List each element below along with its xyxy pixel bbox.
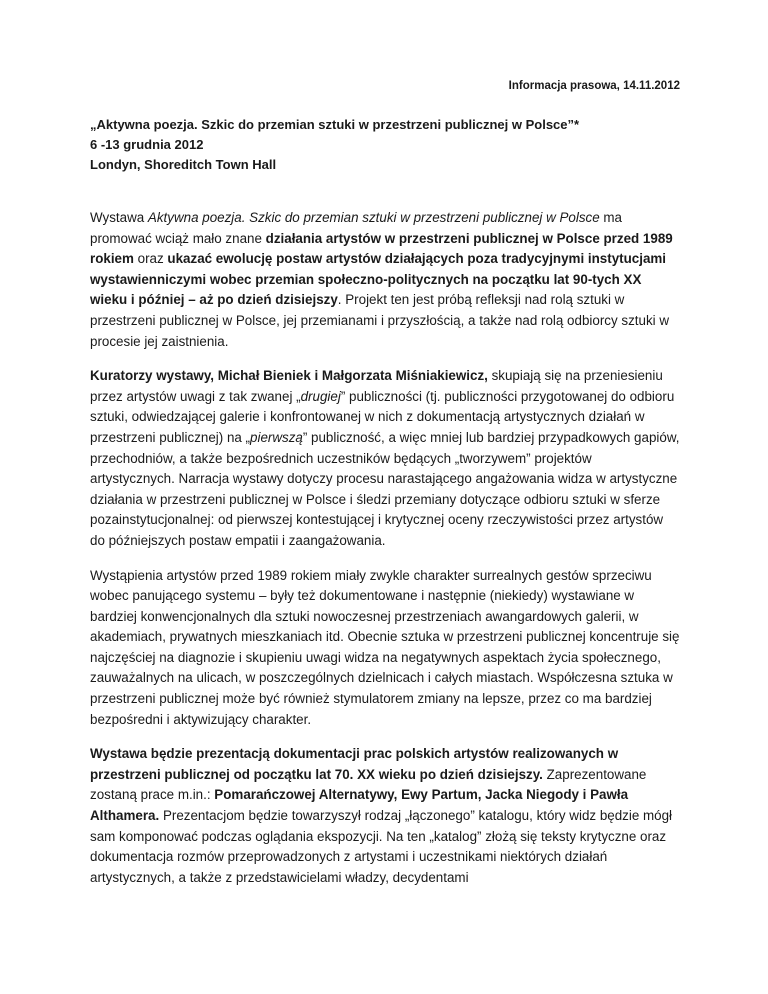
bold-run: Pomarańczowej Alternatywy, Ewy Partum, Jacka Niegody i Pawła Althamera.	[90, 787, 629, 824]
text-run: Wystawa	[90, 210, 148, 225]
bold-run: Kuratorzy wystawy, Michał Bieniek i Małgorzata Miśniakiewicz,	[90, 368, 488, 384]
exhibition-title: „Aktywna poezja. Szkic do przemian sztuki w przestrzeni publicznej w Polsce”*	[90, 117, 580, 132]
press-release-date: Informacja prasowa, 14.11.2012	[508, 80, 680, 92]
bold-run: działania artystów w przestrzeni publicznej w Polsce przed 1989 rokiem	[90, 230, 673, 267]
text-run: skupiają się na przeniesieniu przez artystów uwagi z tak zwanej „	[90, 368, 663, 404]
italic-run: Aktywna poezja. Szkic do przemian sztuki w przestrzeni publicznej w Polsce	[147, 210, 600, 225]
document-body	[90, 208, 680, 888]
text-run: oraz	[133, 251, 168, 267]
exhibition-venue: Londyn, Shoreditch Town Hall	[90, 157, 277, 172]
paragraph-curators	[90, 366, 680, 551]
bold-run: Wystawa będzie prezentacją dokumentacji prac polskich artystów realizowanych w przestrzeni publicznej od początku lat 70. XX wieku po dzień dzisiejszy.	[90, 746, 619, 782]
paragraph-exhibition	[90, 744, 680, 888]
text-run: ” publiczność, a więc mniej lub bardziej przypadkowych gapiów, przechodniów, a także bezpośrednich uczestników będących „tworzywem” projektów artystycznych. Narracja wystawy dotyczy procesu narastającego angażowania widza w artystyczne działania w przestrzeni publicznej w Polsce i śledzi przemiany dotyczące odbioru sztuki w sferze pozainstytucjonalnej: od pierwszej kontestującej i krytycznej oceny rzeczywistości przez artystów do późniejszych postaw empatii i zaangażowania.	[90, 429, 680, 548]
italic-run: pierwszą	[250, 429, 303, 445]
document-header	[90, 115, 680, 175]
text-run: Prezentacjom będzie towarzyszył rodzaj „łączonego” katalogu, który widz będzie mógł sam komponować podczas oglądania ekspozycji. Na ten „katalog” złożą się teksty krytyczne oraz dokumentacja rozmów przeprowadzonych z artystami i uczestnikami niektórych działań artystycznych, a także z przedstawicielami władzy, decydentami	[90, 808, 673, 885]
bold-run: ukazać ewolucję postaw artystów działających poza tradycyjnymi instytucjami wystawienniczymi wobec przemian społeczno-politycznych na początku lat 90-tych XX wieku i później – aż po dzień dzisiejszy	[90, 251, 667, 308]
exhibition-dates: 6 -13 grudnia 2012	[90, 137, 204, 152]
italic-run: drugiej	[300, 388, 341, 404]
text-run: . Projekt ten jest próbą refleksji nad rolą sztuki w przestrzeni publicznej w Polsce, jej przemianami i przyszłością, a także nad rolą odbiorcy sztuki w procesie jej zaistnienia.	[90, 292, 670, 349]
paragraph-history: Wystąpienia artystów przed 1989 rokiem miały zwykle charakter surrealnych gestów sprzeciwu wobec panującego systemu – były też dokumentowane i następnie (niekiedy) wystawiane w bardziej konwencjonalnych dla sztuki nowoczesnej przestrzeniach awangardowych galerii, w akademiach, prywatnych mieszkaniach itd. Obecnie sztuka w przestrzeni publicznej koncentruje się najczęściej na diagnozie i skupieniu uwagi widza na negatywnych aspektach życia społecznego, zauważalnych na ulicach, w poszczególnych dzielnicach i całych miastach. Współczesna sztuka w przestrzeni publicznej może być również stymulatorem zmiany na lepsze, przez co ma bardziej bezpośredni i aktywizujący charakter.	[90, 567, 680, 727]
paragraph-intro	[90, 208, 680, 352]
text-run: ma promować wciąż mało znane	[90, 210, 623, 246]
text-run: Zaprezentowane zostaną prace m.in.:	[90, 766, 647, 803]
text-run: ” publiczności (tj. publiczności przygotowanej do odbioru sztuki, odwiedzającej galerie i konfrontowanej w nich z dokumentacją artystycznych działań w przestrzeni publicznej) na „	[90, 388, 675, 445]
